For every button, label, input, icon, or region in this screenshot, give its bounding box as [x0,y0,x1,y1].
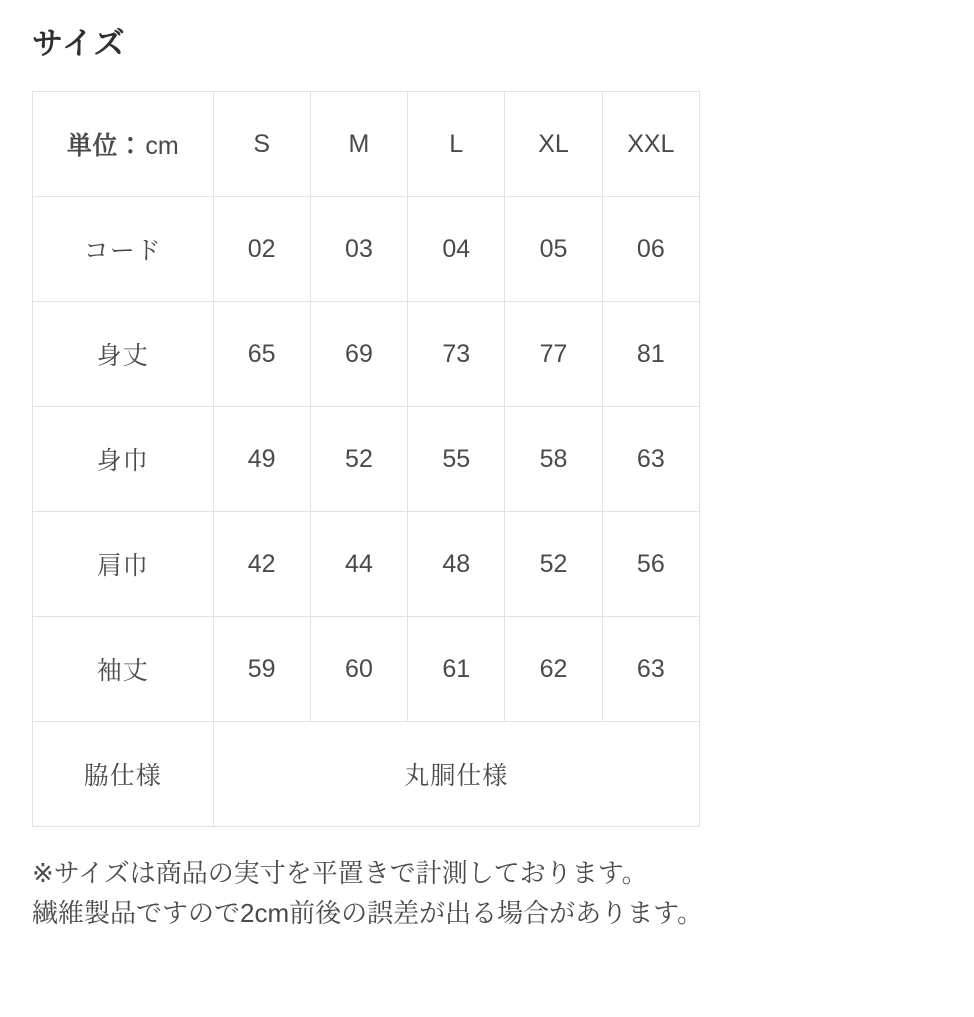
size-header-s: S [213,92,310,197]
size-header-l: L [408,92,505,197]
cell-sleeve-length-s: 59 [213,617,310,722]
cell-body-width-s: 49 [213,407,310,512]
cell-body-width-xl: 58 [505,407,602,512]
cell-body-length-xl: 77 [505,302,602,407]
row-label-body-width: 身巾 [33,407,214,512]
cell-shoulder-width-m: 44 [310,512,407,617]
row-label-side-spec: 脇仕様 [33,722,214,827]
size-notes [32,853,944,934]
row-label-code: コード [33,197,214,302]
table-row [33,722,700,827]
cell-sleeve-length-xl: 62 [505,617,602,722]
page-title: サイズ [32,26,126,61]
cell-sleeve-length-xxl: 63 [602,617,699,722]
cell-shoulder-width-xl: 52 [505,512,602,617]
cell-body-length-xxl: 81 [602,302,699,407]
cell-shoulder-width-xxl: 56 [602,512,699,617]
cell-code-xxl: 06 [602,197,699,302]
unit-cm-label: cm [145,132,179,160]
unit-label: 単位： [66,132,144,160]
table-row [33,302,700,407]
note-line-1: ※サイズは商品の実寸を平置きで計測しております。 [32,858,648,888]
cell-body-width-m: 52 [310,407,407,512]
size-header-xxl: XXL [602,92,699,197]
unit-header-cell [33,92,214,197]
row-label-body-length: 身丈 [33,302,214,407]
row-label-sleeve-length: 袖丈 [33,617,214,722]
cell-body-width-xxl: 63 [602,407,699,512]
size-header-xl: XL [505,92,602,197]
cell-sleeve-length-m: 60 [310,617,407,722]
cell-code-xl: 05 [505,197,602,302]
table-row [33,512,700,617]
cell-body-length-m: 69 [310,302,407,407]
cell-shoulder-width-l: 48 [408,512,505,617]
note-line-2: 繊維製品ですので2cm前後の誤差が出る場合があります。 [32,898,704,929]
cell-body-length-l: 73 [408,302,505,407]
table-header-row [33,92,700,197]
table-row [33,197,700,302]
cell-code-m: 03 [310,197,407,302]
cell-shoulder-width-s: 42 [213,512,310,617]
size-chart-table [32,91,700,827]
size-header-m: M [310,92,407,197]
cell-body-length-s: 65 [213,302,310,407]
cell-sleeve-length-l: 61 [408,617,505,722]
cell-code-l: 04 [408,197,505,302]
table-row [33,617,700,722]
table-row [33,407,700,512]
cell-code-s: 02 [213,197,310,302]
cell-side-spec-value: 丸胴仕様 [213,722,699,827]
row-label-shoulder-width: 肩巾 [33,512,214,617]
cell-body-width-l: 55 [408,407,505,512]
